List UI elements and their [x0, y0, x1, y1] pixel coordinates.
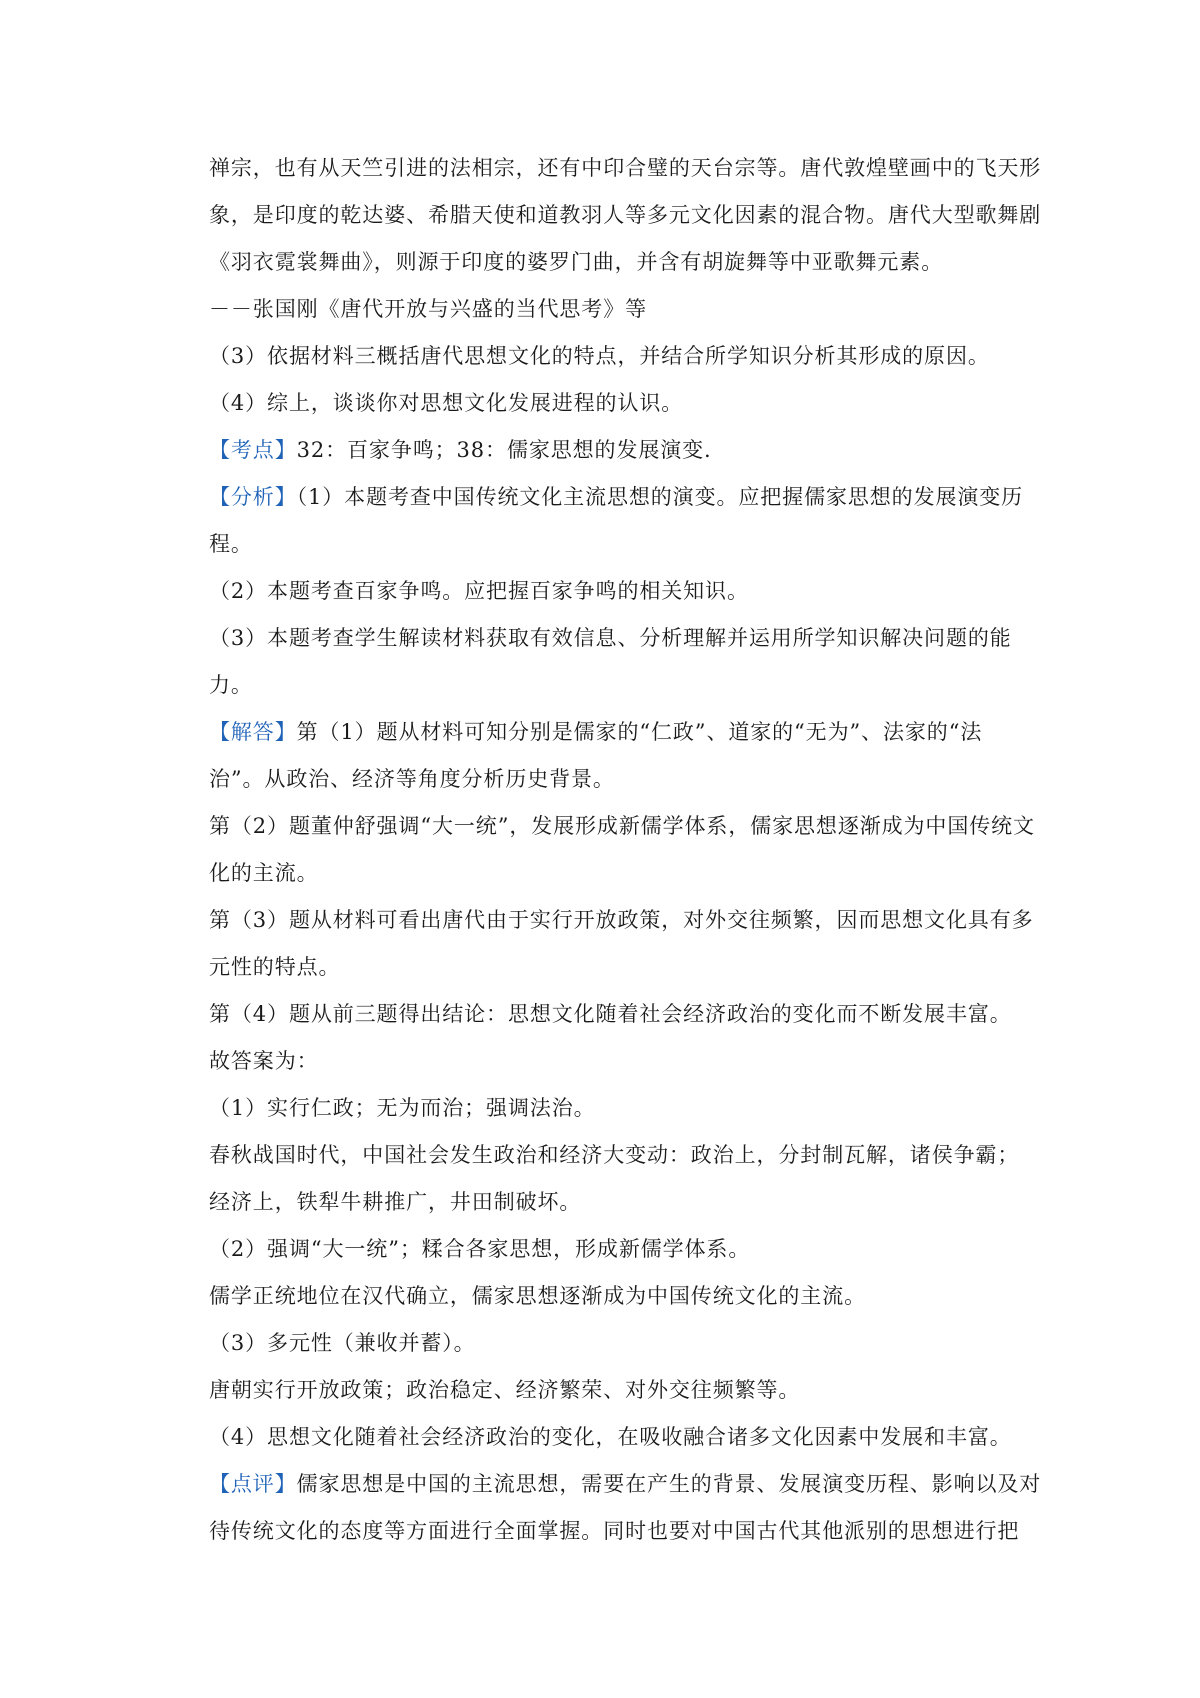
text-line [209, 239, 1029, 286]
text-line [209, 1414, 1029, 1461]
text-line [209, 286, 1029, 333]
section-tag: 【点评】 [209, 1472, 297, 1496]
line-text: 待传统文化的态度等方面进行全面掌握。同时也要对中国古代其他派别的思想进行把 [209, 1519, 1020, 1543]
text-line [209, 568, 1029, 615]
line-text: （2）本题考查百家争鸣。应把握百家争鸣的相关知识。 [209, 579, 749, 603]
line-text: 第（1）题从材料可知分别是儒家的“仁政”、道家的“无为”、法家的“法 [296, 720, 983, 744]
text-line [209, 1320, 1029, 1367]
line-text: 力。 [209, 673, 253, 697]
document-body [209, 145, 1042, 1555]
text-line [209, 1273, 1029, 1320]
section-tag: 【考点】 [209, 438, 297, 462]
text-line [209, 1179, 1029, 1226]
text-line [209, 192, 1042, 239]
line-text: （4）综上，谈谈你对思想文化发展进程的认识。 [209, 391, 684, 415]
line-text: （3）依据材料三概括唐代思想文化的特点，并结合所学知识分析其形成的原因。 [209, 344, 990, 368]
section-tag: 【分析】 [209, 485, 297, 509]
line-text: 《羽衣霓裳舞曲》，则源于印度的婆罗门曲，并含有胡旋舞等中亚歌舞元素。 [209, 250, 944, 274]
line-text: 32：百家争鸣；38：儒家思想的发展演变. [296, 438, 712, 462]
line-text: （3）多元性（兼收并蓄）。 [209, 1331, 476, 1355]
text-line [209, 474, 1029, 521]
line-text: 儒家思想是中国的主流思想，需要在产生的背景、发展演变历程、影响以及对 [296, 1472, 1042, 1496]
line-text: 第（3）题从材料可看出唐代由于实行开放政策，对外交往频繁，因而思想文化具有多 [209, 908, 1034, 932]
line-text: （2）强调“大一统”；糅合各家思想，形成新儒学体系。 [209, 1237, 751, 1261]
text-line [209, 1367, 1029, 1414]
text-line [209, 803, 1035, 850]
text-line [209, 145, 1042, 192]
text-line [209, 991, 1029, 1038]
line-text: 第（4）题从前三题得出结论：思想文化随着社会经济政治的变化而不断发展丰富。 [209, 1002, 1012, 1026]
line-text: 象，是印度的乾达婆、希腊天使和道教羽人等多元文化因素的混合物。唐代大型歌舞剧 [209, 203, 1042, 227]
line-text: 故答案为： [209, 1049, 319, 1073]
line-text: 化的主流。 [209, 861, 319, 885]
line-text: 元性的特点。 [209, 955, 341, 979]
text-line [209, 944, 1029, 991]
text-line [209, 427, 1029, 474]
text-line [209, 380, 1029, 427]
line-text: 治”。从政治、经济等角度分析历史背景。 [209, 767, 615, 791]
text-line [209, 615, 1029, 662]
section-tag: 【解答】 [209, 720, 297, 744]
text-line [209, 756, 1029, 803]
text-line [209, 709, 1029, 756]
line-text: 唐朝实行开放政策；政治稳定、经济繁荣、对外交往频繁等。 [209, 1378, 801, 1402]
line-text: （1）本题考查中国传统文化主流思想的演变。应把握儒家思想的发展演变历 [296, 485, 1024, 509]
text-line [209, 521, 1029, 568]
text-line [209, 1038, 1029, 1085]
text-line [209, 1226, 1029, 1273]
line-text: 第（2）题董仲舒强调“大一统”，发展形成新儒学体系，儒家思想逐渐成为中国传统文 [209, 814, 1035, 838]
line-text: （3）本题考查学生解读材料获取有效信息、分析理解并运用所学知识解决问题的能 [209, 626, 1012, 650]
line-text: 春秋战国时代，中国社会发生政治和经济大变动：政治上，分封制瓦解，诸侯争霸； [209, 1143, 1020, 1167]
text-line [209, 1085, 1029, 1132]
text-line [209, 1461, 1042, 1508]
text-line [209, 1508, 1029, 1555]
line-text: （4）思想文化随着社会经济政治的变化，在吸收融合诸多文化因素中发展和丰富。 [209, 1425, 1012, 1449]
text-line [209, 1132, 1029, 1179]
text-line [209, 897, 1034, 944]
text-line [209, 850, 1029, 897]
line-text: 经济上，铁犁牛耕推广，井田制破坏。 [209, 1190, 582, 1214]
line-text: 儒学正统地位在汉代确立，儒家思想逐渐成为中国传统文化的主流。 [209, 1284, 866, 1308]
line-text: －－张国刚《唐代开放与兴盛的当代思考》等 [209, 297, 647, 321]
text-line [209, 333, 1029, 380]
text-line [209, 662, 1029, 709]
line-text: （1）实行仁政；无为而治；强调法治。 [209, 1096, 596, 1120]
line-text: 程。 [209, 532, 253, 556]
line-text: 禅宗，也有从天竺引进的法相宗，还有中印合璧的天台宗等。唐代敦煌壁画中的飞天形 [209, 156, 1042, 180]
